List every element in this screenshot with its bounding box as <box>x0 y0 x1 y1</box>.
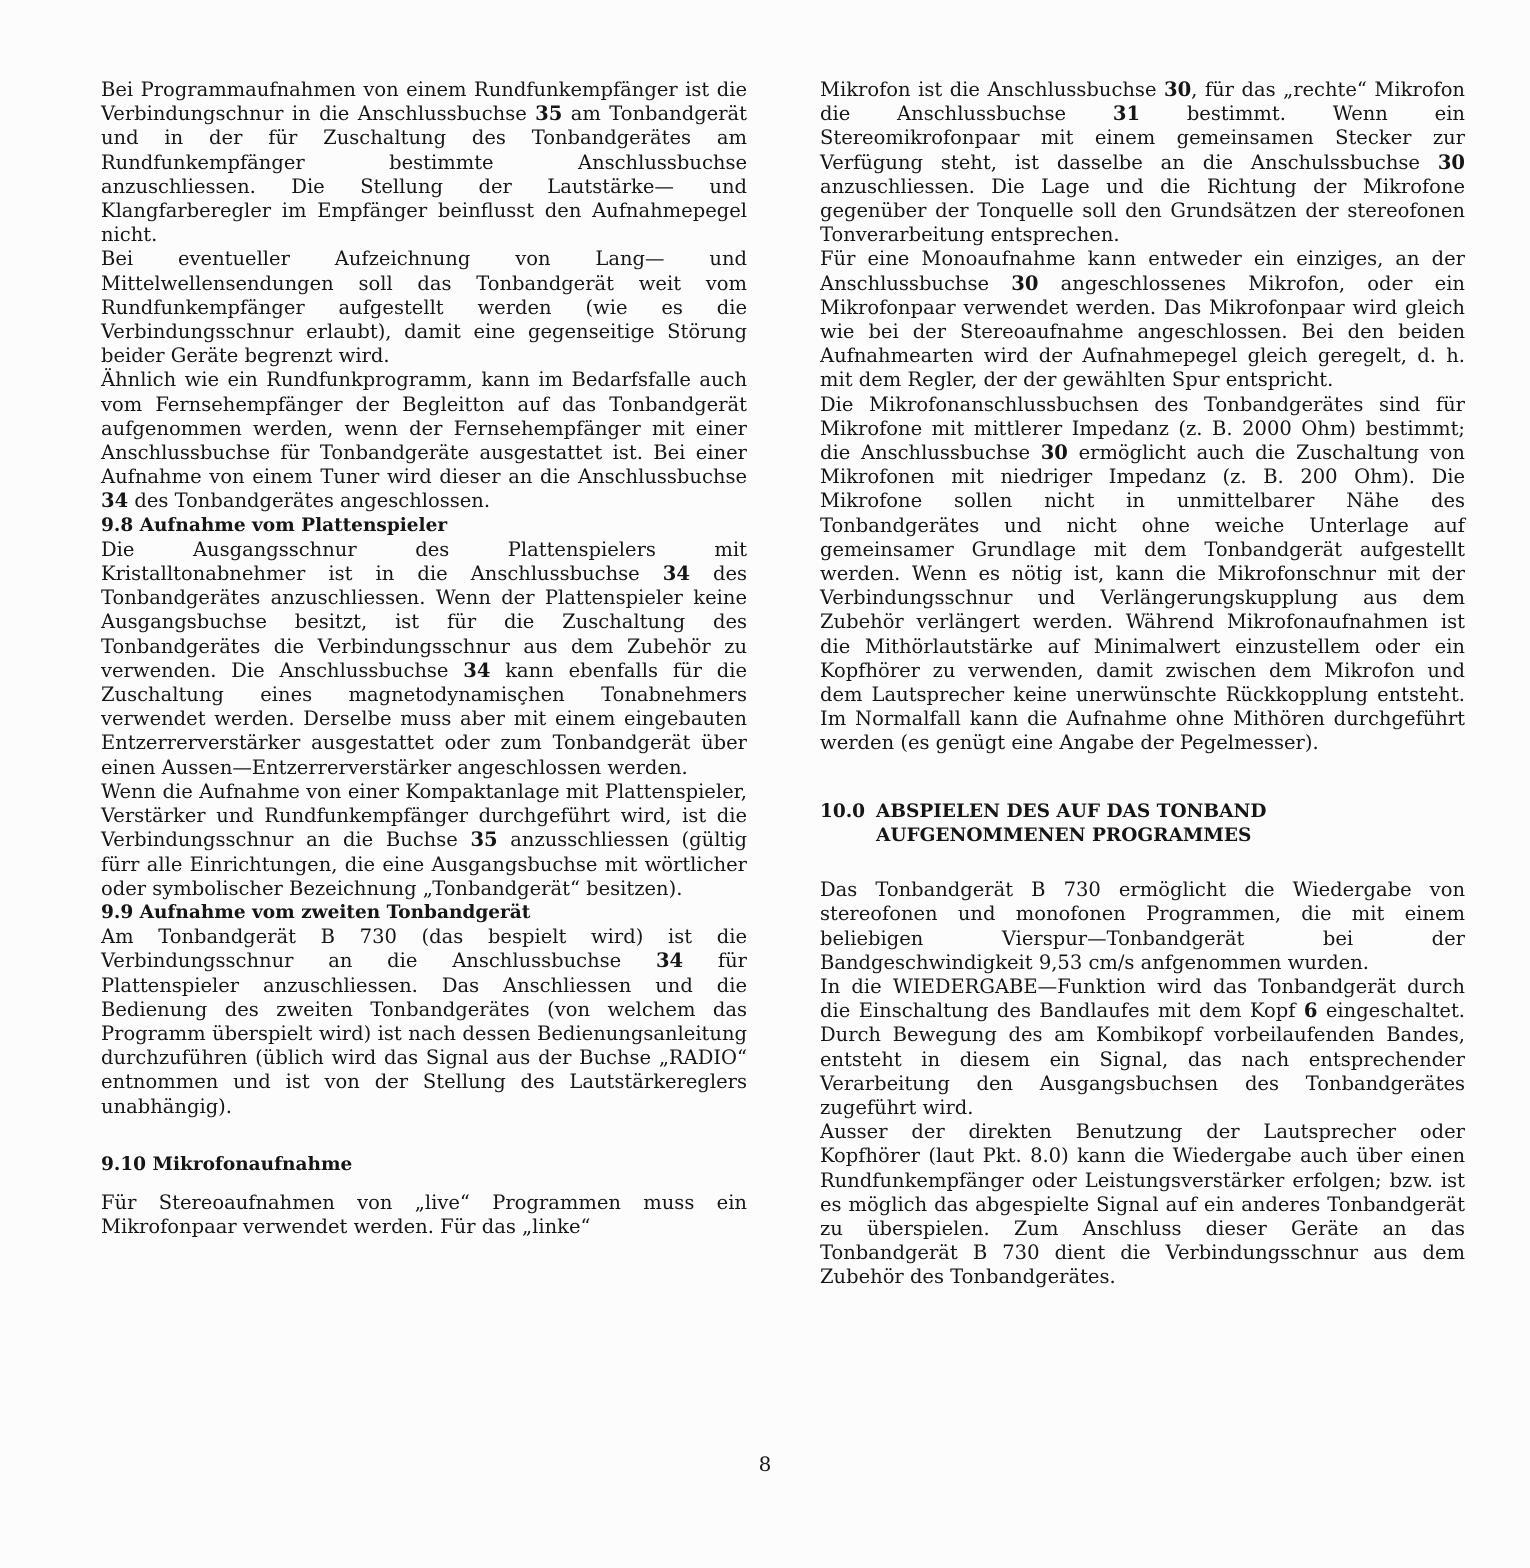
paragraph: Das Tonbandgerät B 730 ermöglicht die Wiedergabe von stereofonen und monofonen Programmen, die mit einem beliebigen Vierspur—Tonbandgerät bei der Bandgeschwindigkeit 9,53 cm/s anfgenommen wurden. <box>820 878 1465 974</box>
right-column <box>820 78 1465 1290</box>
section-heading-9-8: 9.8 Aufnahme vom Plattenspieler <box>101 514 448 536</box>
paragraph: Bei Programmaufnahmen von einem Rundfunkempfänger ist die Verbindungschnur in die Anschlussbuchse 35 am Tonbandgerät und in der für Zuschaltung des Tonbandgerätes am Rundfunkempfänger bestimmte Anschlussbuchse anzuschliessen. Die Stellung der Lautstärke— und Klangfarberegler im Empfänger beinflusst den Aufnahmepegel nicht. <box>101 78 748 247</box>
section-heading-9-9: 9.9 Aufnahme vom zweiten Tonbandgerät <box>101 901 531 923</box>
section-number: 10.0 <box>820 800 866 822</box>
section-heading-9-10: 9.10 Mikrofonaufnahme <box>101 1153 353 1175</box>
paragraph: In die WIEDERGABE—Funktion wird das Tonbandgerät durch die Einschaltung des Bandlaufes mit dem Kopf 6 eingeschaltet. Durch Bewegung des am Kombikopf vorbeilaufenden Bandes, entsteht in diesem ein Signal, das nach entsprechender Verarbeitung den Ausgangsbuchsen des Tonbandgerätes zugeführt wird. <box>820 974 1465 1119</box>
paragraph: Ähnlich wie ein Rundfunkprogramm, kann im Bedarfsfalle auch vom Fernsehempfänger der Begleitton auf das Tonbandgerät aufgenommen werden, wenn der Fernsehempfänger mit einer Anschlussbuchse für Tonbandgeräte ausgestattet ist. Bei einer Aufnahme von einem Tuner wird dieser an die Anschlussbuchse 34 des Tonbandgerätes angeschlossen. <box>101 368 747 513</box>
paragraph: Ausser der direkten Benutzung der Lautsprecher oder Kopfhörer (laut Pkt. 8.0) kann die Wiedergabe auch über einen Rundfunkempfänger oder Leistungsverstärker erfolgen; bzw. ist es möglich das abgespielte Signal auf ein anderes Tonbandgerät zu überspielen. Zum Anschluss dieser Geräte an das Tonbandgerät B 730 dient die Verbindungsschnur aus dem Zubehör des Tonbandgerätes. <box>820 1120 1465 1289</box>
paragraph: Bei eventueller Aufzeichnung von Lang— und Mittelwellensendungen soll das Tonbandgerät weit vom Rundfunkempfänger aufgestellt werden (wie es die Verbindungsschnur erlaubt), damit eine gegenseitige Störung beider Geräte begrenzt wird. <box>101 247 747 368</box>
paragraph: Die Mikrofonanschlussbuchsen des Tonbandgerätes sind für Mikrofone mit mittlerer Impedanz (z. B. 2000 Ohm) bestimmt; die Anschlussbuchse 30 ermöglicht auch die Zuschaltung von Mikrofonen mit niedriger Impedanz (z. B. 200 Ohm). Die Mikrofone sollen nicht in unmittelbarer Nähe des Tonbandgerätes und nicht ohne weiche Unterlage auf gemeinsamer Grundlage mit dem Tonbandgerät aufgestellt werden. Wenn es nötig ist, kann die Mikrofonschnur mit der Verbindungsschnur und Verlängerungskupplung aus dem Zubehör verlängert werden. Während Mikrofonaufnahmen ist die Mithörlautstärke auf Minimalwert einzustellem oder ein Kopfhörer zu verwenden, damit zwischen dem Mikrofon und dem Lautsprecher keine unerwünschte Rückkopplung entsteht. Im Normalfall kann die Aufnahme ohne Mithören durchgeführt werden (es genügt eine Angabe der Pegelmesser). <box>820 392 1465 755</box>
paragraph: Am Tonbandgerät B 730 (das bespielt wird) ist die Verbindungsschnur an die Anschlussbuchse 34 für Plattenspieler anzuschliessen. Das Anschliessen und die Bedienung des zweiten Tonbandgerätes (von welchem das Programm überspielt wird) ist nach dessen Bedienungsanleitung durchzuführen (üblich wird das Signal aus der Buchse „RADIO“ entnommen und ist von der Stellung des Lautstärkereglers unabhängig). <box>101 925 747 1118</box>
paragraph: Die Ausgangsschnur des Plattenspielers mit Kristalltonabnehmer ist in die Anschlussbuchse 34 des Tonbandgerätes anzuschliessen. Wenn der Plattenspieler keine Ausgangsbuchse besitzt, ist für die Zuschaltung des Tonbandgerätes die Verbindungsschnur aus dem Zubehör zu verwenden. Die Anschlussbuchse 34 kann ebenfalls für die Zuschaltung eines magnetodynamisçhen Tonabnehmers verwendet werden. Derselbe muss aber mit einem eingebauten Entzerrerverstärker ausgestattet oder zum Tonbandgerät über einen Aussen—Entzerrerverstärker angeschlossen werden. <box>101 537 747 779</box>
paragraph: Für eine Monoaufnahme kann entweder ein einziges, an der Anschlussbuchse 30 angeschlossenes Mikrofon, oder ein Mikrofonpaar verwendet werden. Das Mikrofonpaar wird gleich wie bei der Stereoaufnahme angeschlossen. Bei den beiden Aufnahmearten wird der Aufnahmepegel gleich geregelt, d. h. mit dem Regler, der der gewählten Spur entspricht. <box>820 247 1465 392</box>
paragraph: Für Stereoaufnahmen von „live“ Programmen muss ein Mikrofonpaar verwendet werden. Für das „linke“ <box>101 1190 747 1239</box>
page-number: 8 <box>758 1452 772 1476</box>
section-title: ABSPIELEN DES AUF DAS TONBAND AUFGENOMMENEN PROGRAMMES <box>876 800 1267 846</box>
left-column <box>101 78 747 1239</box>
paragraph: Wenn die Aufnahme von einer Kompaktanlage mit Plattenspieler, Verstärker und Rundfunkempfänger durchgeführt wird, ist die Verbindungsschnur an die Buchse 35 anzusschliessen (gültig fürr alle Einrichtungen, die eine Ausgangsbuchse mit wörtlicher oder symbolischer Bezeichnung „Tonbandgerät“ besitzen). <box>101 779 747 900</box>
section-heading-10-0 <box>820 800 1465 848</box>
paragraph: Mikrofon ist die Anschlussbuchse 30, für das „rechte“ Mikrofon die Anschlussbuchse 31 bestimmt. Wenn ein Stereomikrofonpaar mit einem gemeinsamen Stecker zur Verfügung steht, ist dasselbe an die Anschulssbuchse 30 anzuschliessen. Die Lage und die Richtung der Mikrofone gegenüber der Tonquelle soll den Grundsätzen der stereofonen Tonverarbeitung entsprechen. <box>820 78 1465 247</box>
